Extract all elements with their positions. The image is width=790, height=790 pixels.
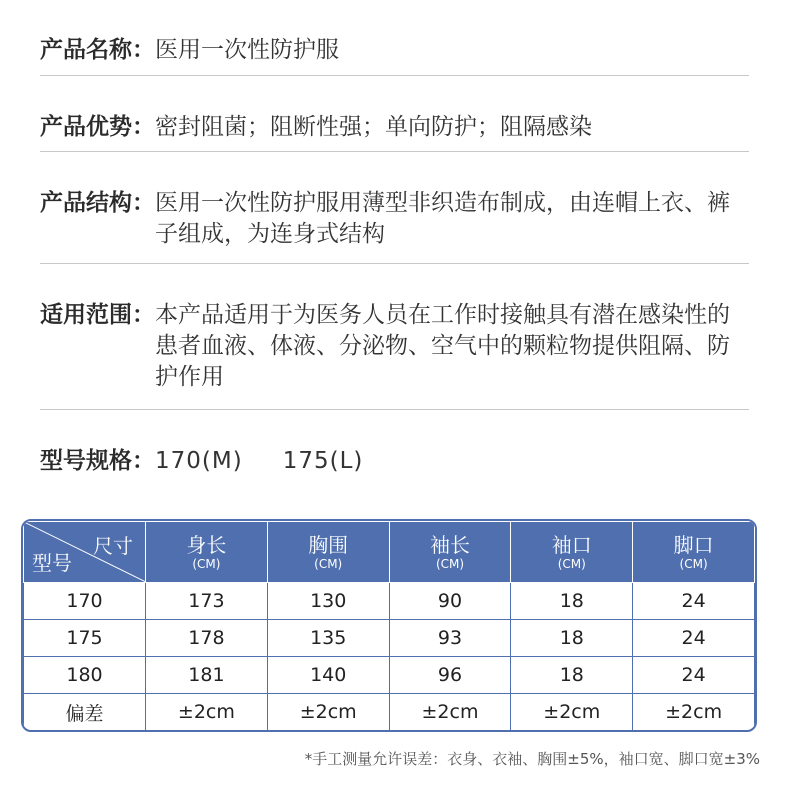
product-structure-value: 医用一次性防护服用薄型非织造布制成，由连帽上衣、裤子组成，为连身式结构 (155, 190, 730, 247)
product-structure-label: 产品结构： (40, 190, 155, 216)
table-cell: 18 (511, 620, 633, 657)
product-name-value: 医用一次性防护服 (155, 37, 339, 63)
divider (40, 263, 749, 264)
divider (40, 409, 749, 410)
header-unit: (CM) (314, 556, 343, 571)
table-cell: ±2cm (146, 694, 268, 731)
table-cell: 135 (267, 620, 389, 657)
header-label: 胸围 (308, 532, 349, 557)
measurement-tolerance-note: *手工测量允许误差：衣身、衣袖、胸围±5%，袖口宽、脚口宽±3% (304, 750, 760, 768)
product-structure-row (40, 188, 749, 250)
table-row-tolerance (24, 694, 755, 731)
table-corner-cell (24, 522, 146, 583)
product-advantage-row (40, 112, 749, 143)
table-cell: 96 (389, 657, 511, 694)
header-unit: (CM) (557, 556, 586, 571)
header-unit: (CM) (435, 556, 465, 571)
table-cell: 180 (24, 657, 146, 694)
header-unit: (CM) (679, 556, 708, 571)
table-cell: 93 (389, 620, 511, 657)
table-header-cell (511, 522, 633, 583)
header-unit: (CM) (192, 556, 221, 571)
model-spec-label: 型号规格： (40, 448, 155, 474)
header-label: 袖口 (551, 532, 592, 557)
product-name-row (40, 35, 749, 66)
table-cell: 173 (146, 583, 268, 620)
table-cell: 90 (389, 583, 511, 620)
application-scope-value: 本产品适用于为医务人员在工作时接触具有潜在感染性的患者血液、体液、分泌物、空气中的颗粒物提供阻隔、防护作用 (155, 302, 730, 390)
product-advantage-value: 密封阻菌；阻断性强；单向防护；阻隔感染 (155, 114, 592, 140)
application-scope-row (40, 300, 749, 393)
corner-model-label: 型号 (32, 551, 72, 575)
table-cell: ±2cm (633, 694, 755, 731)
table-cell: 130 (267, 583, 389, 620)
table-row (24, 583, 755, 620)
table-header-cell (389, 522, 511, 583)
header-label: 袖长 (429, 532, 470, 557)
table-cell: 140 (267, 657, 389, 694)
product-name-label: 产品名称： (40, 37, 155, 63)
header-label: 脚口 (673, 532, 714, 557)
table-cell: 24 (633, 583, 755, 620)
table-header-cell (267, 522, 389, 583)
table-cell: 24 (633, 620, 755, 657)
table-cell: ±2cm (389, 694, 511, 731)
table-row (24, 657, 755, 694)
corner-size-label: 尺寸 (93, 534, 133, 558)
table-cell: 170 (24, 583, 146, 620)
product-advantage-label: 产品优势： (40, 114, 155, 140)
table-cell: 181 (146, 657, 268, 694)
divider (40, 75, 749, 76)
header-label: 身长 (186, 532, 227, 557)
table-header-cell (146, 522, 268, 583)
application-scope-label: 适用范围： (40, 302, 155, 328)
table-header-cell (633, 522, 755, 583)
table-header-row (24, 522, 755, 583)
model-spec-value-l: 175(L) (282, 448, 364, 474)
table-cell: 24 (633, 657, 755, 694)
divider (40, 151, 749, 152)
model-spec-row (40, 446, 749, 477)
table-cell: 175 (24, 620, 146, 657)
table-cell: 18 (511, 657, 633, 694)
size-table (21, 519, 757, 732)
table-cell: 178 (146, 620, 268, 657)
table-cell: ±2cm (511, 694, 633, 731)
table-cell: 18 (511, 583, 633, 620)
table-row (24, 620, 755, 657)
table-cell: 偏差 (24, 694, 146, 731)
model-spec-value-m: 170(M) (155, 448, 243, 474)
table-cell: ±2cm (267, 694, 389, 731)
